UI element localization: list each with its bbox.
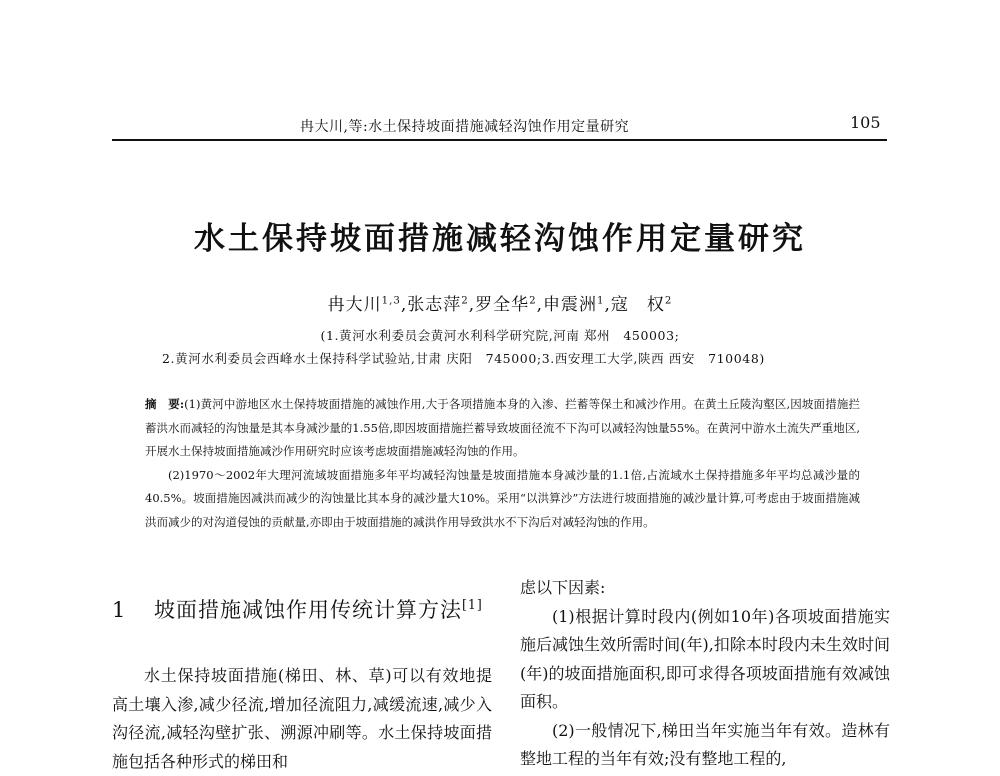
- author-name: 罗全华: [475, 295, 530, 315]
- author-affiliation-mark: 1,3: [381, 295, 401, 307]
- author-list: 冉大川$^{1,3}$,张志萍$^2$,罗全华$^2$,申震洲$^1$,寇 权$^2$: [327, 295, 673, 315]
- abstract-paragraph-1: [145, 393, 860, 464]
- citation-ref: [1]: [462, 597, 483, 612]
- body-paragraph: 水土保持坡面措施(梯田、林、草)可以有效地提高土壤入渗,减少径流,增加径流阻力,减缓流速,减少入沟径流,减轻沟壁扩张、溯源冲刷等。水土保持坡面措施包括各种形式的梯田和: [112, 666, 492, 771]
- section-1-body: [112, 662, 492, 776]
- abstract-label: 摘 要:: [145, 397, 185, 411]
- page-number: 105: [850, 113, 881, 132]
- abstract-text-1: (1)黄河中游地区水土保持坡面措施的减蚀作用,大于各项措施本身的入渗、拦蓄等保土和减沙作用。在黄土丘陵沟壑区,因坡面措施拦蓄洪水而减轻的沟蚀量是其本身减沙量的1.55倍,即因坡面措施拦蓄导致坡面径流不下沟可以减轻沟蚀量55%。在黄河中游水土流失严重地区,开展水土保持坡面措施减沙作用研究时应该考虑坡面措施减轻沟蚀的作用。: [145, 397, 860, 458]
- header-rule: [112, 139, 887, 141]
- author-name: 申震洲: [543, 295, 597, 315]
- section-1-heading: [112, 586, 492, 629]
- author-name: 寇 权: [610, 295, 665, 315]
- author-name: 冉大川: [327, 295, 382, 315]
- list-item-2: (2)一般情况下,梯田当年实施当年有效。造林有整地工程的当年有效;没有整地工程的,: [520, 720, 890, 768]
- paper-title: 水土保持坡面措施减轻沟蚀作用定量研究: [194, 221, 806, 257]
- list-item-1: (1)根据计算时段内(例如10年)各项坡面措施实施后减蚀生效所需时间(年),扣除本时段内未生效时间(年)的坡面措施面积,即可求得各项坡面措施有效减蚀面积。: [520, 606, 890, 711]
- right-column: [520, 574, 890, 774]
- abstract: [145, 393, 860, 534]
- section-number: 1: [112, 598, 127, 622]
- section-title-text: 坡面措施减蚀作用传统计算方法: [154, 598, 462, 622]
- author-affiliation-mark: 2: [529, 295, 537, 307]
- abstract-paragraph-2: (2)1970～2002年大理河流域坡面措施多年平均减轻沟蚀量是坡面措施本身减沙量的1.1倍,占流域水土保持措施多年平均总减沙量的40.5%。坡面措施因减洪而减少的沟蚀量比其本身的减沙量大10%。采用“以洪算沙”方法进行坡面措施的减沙量计算,可考虑由于坡面措施减洪而减少的对沟道侵蚀的贡献量,亦即由于坡面措施的减洪作用导致洪水不下沟后对减轻沟蚀的作用。: [145, 467, 860, 529]
- running-header: 冉大川,等:水土保持坡面措施减轻沟蚀作用定量研究: [300, 119, 630, 135]
- author-affiliation-mark: 1: [597, 295, 605, 307]
- right-column-intro: 虑以下因素:: [520, 578, 606, 597]
- affiliation-line-1: (1.黄河水利委员会黄河水利科学研究院,河南 郑州 450003;: [320, 328, 680, 343]
- affiliation-line-2: 2.黄河水利委员会西峰水土保持科学试验站,甘肃 庆阳 745000;3.西安理工大学,陕西 西安 710048): [162, 351, 765, 366]
- author-name: 张志萍: [407, 295, 462, 315]
- author-affiliation-mark: 2: [664, 295, 673, 307]
- author-affiliation-mark: 2: [461, 295, 469, 307]
